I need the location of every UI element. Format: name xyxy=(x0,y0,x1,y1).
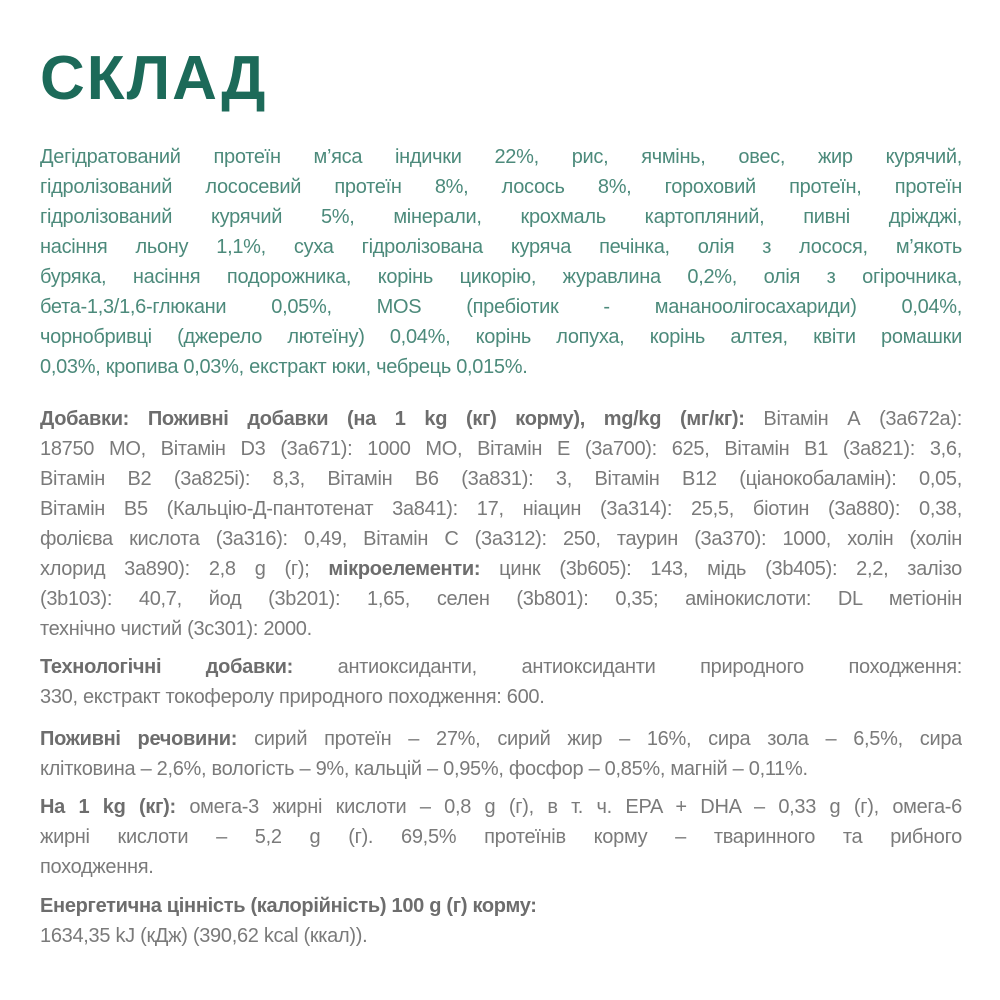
text-segment: походження. xyxy=(40,856,154,878)
text-segment: сирий протеїн – 27%, сирий жир – 16%, сира зола – 6,5%, сира xyxy=(237,728,962,750)
text-line xyxy=(40,524,962,554)
text-segment: 1634,35 kJ (кДж) (390,62 kcal (ккал)). xyxy=(40,925,368,947)
text-line xyxy=(40,921,962,951)
text-line xyxy=(40,852,962,882)
text-segment: жирні кислоти – 5,2 g (г). 69,5% протеїнів корму – тваринного та рибного xyxy=(40,826,962,848)
text-segment: хлорид 3а890): 2,8 g (г); xyxy=(40,558,329,580)
bold-label: Енергетична цінність (калорійність) 100 g (г) корму: xyxy=(40,895,537,917)
text-line xyxy=(40,434,962,464)
text-segment: 330, екстракт токоферолу природного походження: 600. xyxy=(40,686,545,708)
text-segment: насіння льону 1,1%, суха гідролізована куряча печінка, олія з лосося, м’якоть xyxy=(40,236,962,258)
text-line xyxy=(40,262,962,292)
text-line xyxy=(40,172,962,202)
text-segment: Вітамін В2 (3а825і): 8,3, Вітамін В6 (3а831): 3, Вітамін В12 (ціанокобаламін): 0,05, xyxy=(40,468,962,490)
text-segment: (3b103): 40,7, йод (3b201): 1,65, селен (3b801): 0,35; амінокислоти: DL метіонін xyxy=(40,588,962,610)
text-line xyxy=(40,724,962,754)
bold-label: мікроелементи: xyxy=(328,558,481,580)
text-segment: бета-1,3/1,6-глюкани 0,05%, MOS (пребіотик - мананоолігосахариди) 0,04%, xyxy=(40,296,962,318)
text-line xyxy=(40,822,962,852)
text-segment: технічно чистий (3с301): 2000. xyxy=(40,618,312,640)
bold-label: Добавки: Поживні добавки (на 1 kg (кг) корму), mg/kg (мг/кг): xyxy=(40,408,745,430)
text-line xyxy=(40,322,962,352)
text-line xyxy=(40,652,962,682)
paragraph-nutrients xyxy=(40,724,962,784)
text-segment: Дегідратований протеїн м’яса індички 22%, рис, ячмінь, овес, жир курячий, xyxy=(40,146,962,168)
text-segment: фолієва кислота (3а316): 0,49, Вітамін С (3а312): 250, таурин (3а370): 1000, холін (холін xyxy=(40,528,962,550)
text-line xyxy=(40,682,962,712)
text-segment: гідролізований лососевий протеїн 8%, лосось 8%, гороховий протеїн, протеїн xyxy=(40,176,962,198)
paragraph-ingredients xyxy=(40,142,962,382)
paragraph-technological-additives xyxy=(40,652,962,712)
text-segment: 0,03%, кропива 0,03%, екстракт юки, чебрець 0,015%. xyxy=(40,356,528,378)
text-line xyxy=(40,292,962,322)
paragraph-additives xyxy=(40,404,962,644)
text-segment: чорнобривці (джерело лютеїну) 0,04%, корінь лопуха, корінь алтея, квіти ромашки xyxy=(40,326,962,348)
text-line xyxy=(40,494,962,524)
text-line xyxy=(40,754,962,784)
text-segment: буряка, насіння подорожника, корінь цикорію, журавлина 0,2%, олія з огірочника, xyxy=(40,266,962,288)
composition-text xyxy=(40,142,962,951)
text-segment: 18750 МО, Вітамін D3 (3а671): 1000 МО, Вітамін Е (3а700): 625, Вітамін В1 (3а821): 3,6, xyxy=(40,438,962,460)
bold-label: Поживні речовини: xyxy=(40,728,238,750)
text-line xyxy=(40,614,962,644)
paragraph-energy-value xyxy=(40,891,962,951)
text-line xyxy=(40,464,962,494)
text-segment: антиоксиданти, антиоксиданти природного походження: xyxy=(293,656,962,678)
text-line xyxy=(40,891,962,921)
text-line xyxy=(40,584,962,614)
page-title: СКЛАД xyxy=(40,44,268,113)
text-segment: цинк (3b605): 143, мідь (3b405): 2,2, залізо xyxy=(480,558,962,580)
text-segment: Вітамін В5 (Кальцію-Д-пантотенат 3а841): 17, ніацин (3а314): 25,5, біотин (3а880): 0,38, xyxy=(40,498,962,520)
bold-label: Технологічні добавки: xyxy=(40,656,294,678)
text-line xyxy=(40,792,962,822)
text-segment: Вітамін А (3а672а): xyxy=(744,408,962,430)
text-line xyxy=(40,404,962,434)
text-segment: гідролізований курячий 5%, мінерали, крохмаль картопляний, пивні дріжджі, xyxy=(40,206,962,228)
text-line xyxy=(40,554,962,584)
text-segment: клітковина – 2,6%, вологість – 9%, кальцій – 0,95%, фосфор – 0,85%, магній – 0,11%. xyxy=(40,758,808,780)
text-line xyxy=(40,202,962,232)
text-line xyxy=(40,352,962,382)
paragraph-per-kg xyxy=(40,792,962,882)
text-segment: омега-3 жирні кислоти – 0,8 g (г), в т. ч. EPA + DHA – 0,33 g (г), омега-6 xyxy=(175,796,962,818)
bold-label: На 1 kg (кг): xyxy=(40,796,176,818)
text-line xyxy=(40,142,962,172)
text-line xyxy=(40,232,962,262)
